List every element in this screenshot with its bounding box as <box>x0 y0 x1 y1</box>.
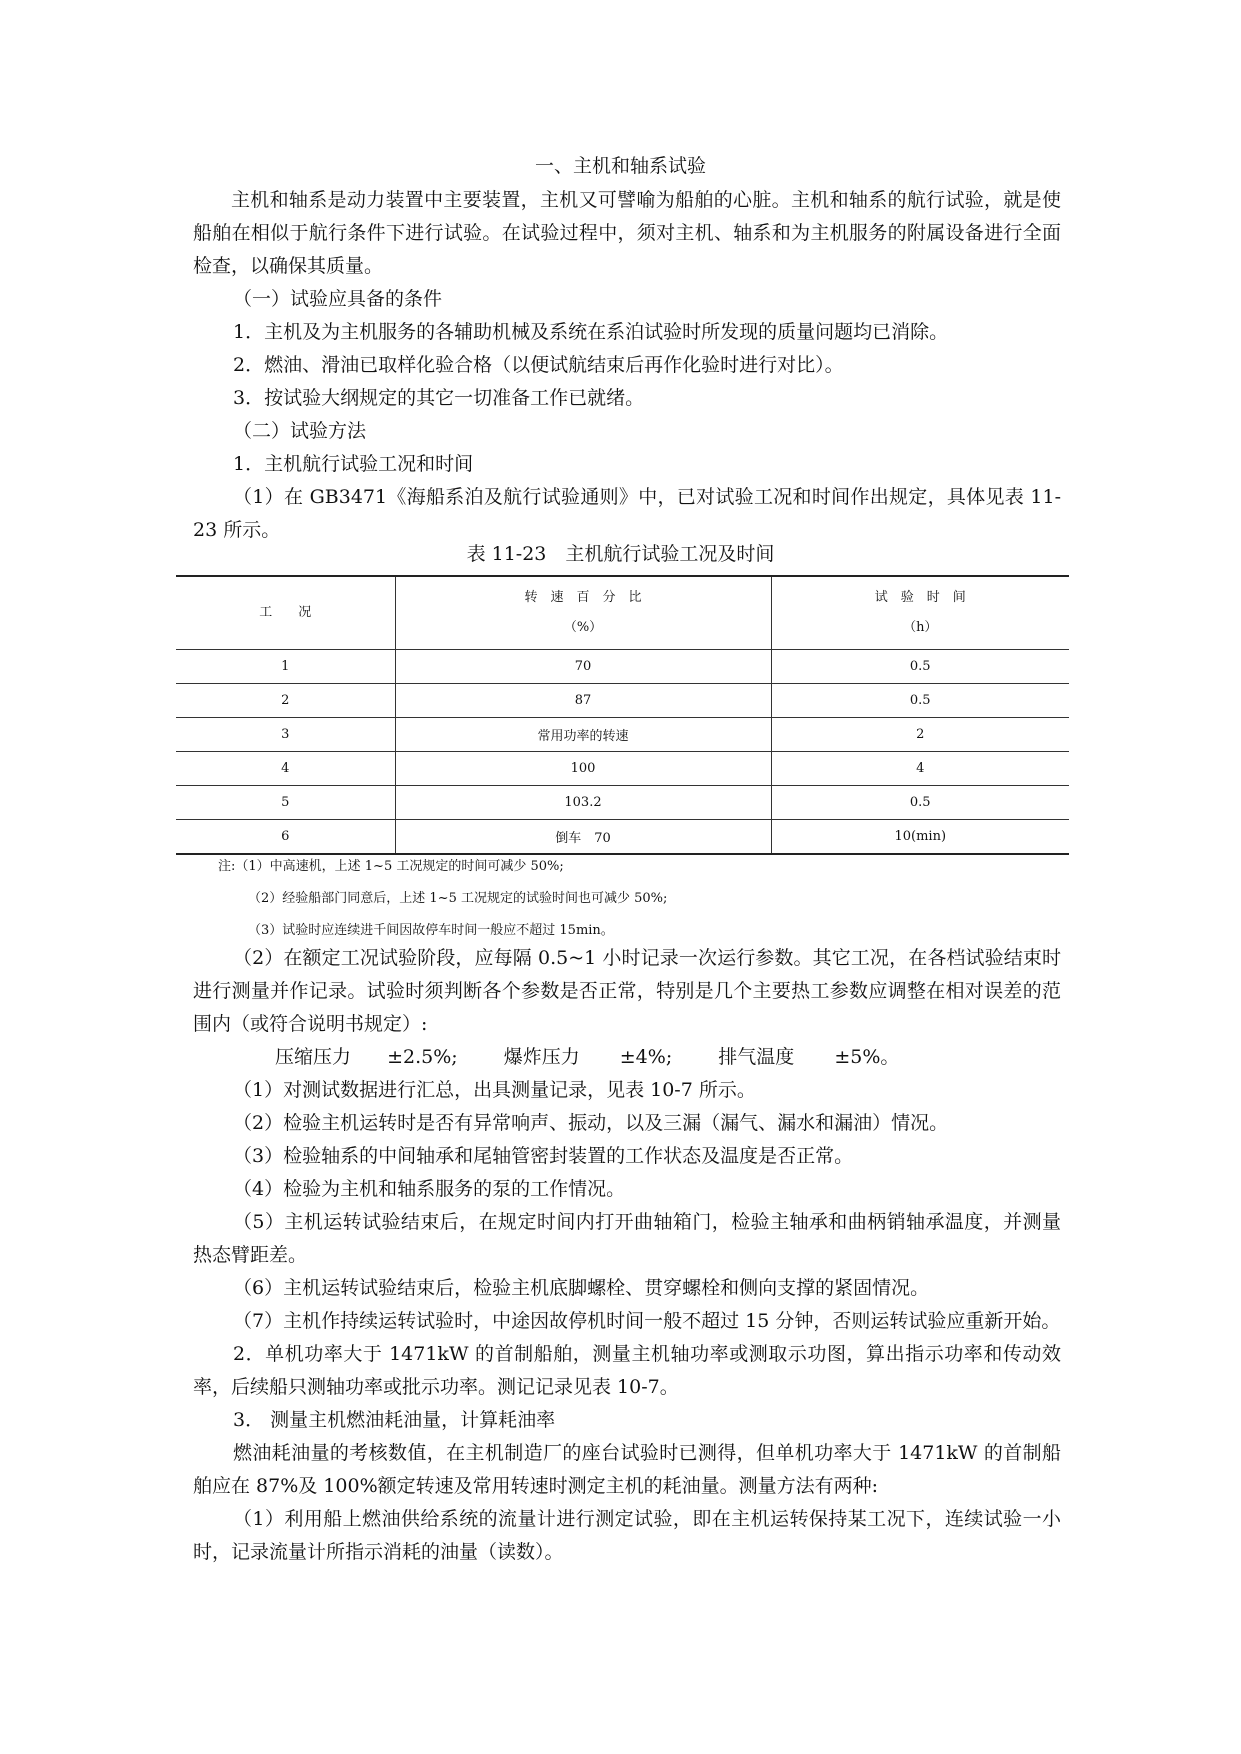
tolerance-value: ±2.5%; <box>387 1046 458 1068</box>
flowmeter-paragraph: （1）利用船上燃油供给系统的流量计进行测定试验，即在主机运转保持某工况下，连续试验一小时，记录流量计所指示消耗的油量（读数）。 <box>193 1508 1061 1563</box>
table-notes <box>218 851 1038 947</box>
header-time-unit: （h） <box>903 620 938 635</box>
trial-conditions-table <box>176 575 1069 855</box>
method-subheading: 1．主机航行试验工况和时间 <box>233 453 474 475</box>
cell-time: 4 <box>771 752 1069 786</box>
cell-condition: 6 <box>176 820 395 855</box>
cell-speed: 103.2 <box>395 786 771 820</box>
cell-condition: 3 <box>176 718 395 752</box>
cell-time: 2 <box>771 718 1069 752</box>
check-item: （3）检验轴系的中间轴承和尾轴管密封装置的工作状态及温度是否正常。 <box>233 1145 854 1167</box>
table-note: （2）经验船部门同意后，上述 1~5 工况规定的试验时间也可减少 50%; <box>248 891 668 906</box>
table-row <box>176 684 1069 718</box>
table-row <box>176 786 1069 820</box>
method-heading: （二）试验方法 <box>233 420 367 442</box>
conditions-heading: （一）试验应具备的条件 <box>233 288 443 310</box>
cell-speed: 倒车 70 <box>395 820 771 855</box>
cell-time: 0.5 <box>771 786 1069 820</box>
cell-time: 0.5 <box>771 684 1069 718</box>
tolerance-label: 排气温度 <box>718 1046 795 1068</box>
table-row <box>176 650 1069 684</box>
cell-condition: 5 <box>176 786 395 820</box>
cell-time: 0.5 <box>771 650 1069 684</box>
condition-item: 3．按试验大纲规定的其它一切准备工作已就绪。 <box>233 387 645 409</box>
fuel-subheading: 3． 测量主机燃油耗油量，计算耗油率 <box>233 1409 556 1431</box>
tolerance-label: 压缩压力 <box>275 1046 352 1068</box>
table-note: （3）试验时应连续进千间因故停车时间一般应不超过 15min。 <box>248 923 614 938</box>
table-caption: 表 11-23 主机航行试验工况及时间 <box>466 543 775 565</box>
cell-speed: 100 <box>395 752 771 786</box>
header-speed-label: 转 速 百 分 比 <box>524 590 642 605</box>
method-paragraph: （1）在 GB3471《海船系泊及航行试验通则》中，已对试验工况和时间作出规定，具体见表 11-23 所示。 <box>193 486 1061 541</box>
record-paragraph: （2）在额定工况试验阶段，应每隔 0.5~1 小时记录一次运行参数。其它工况，在各档试验结束时进行测量并作记录。试验时须判断各个参数是否正常，特别是几个主要热工参数应调整在相对误差的范围内（或符合说明书规定）: <box>193 947 1061 1035</box>
table-header-row <box>176 576 1069 650</box>
header-condition: 工 况 <box>176 576 395 650</box>
condition-item: 1．主机及为主机服务的各辅助机械及系统在系泊试验时所发现的质量问题均已消除。 <box>233 321 949 343</box>
tolerance-label: 爆炸压力 <box>503 1046 580 1068</box>
check-item: （2）检验主机运转时是否有异常响声、振动，以及三漏（漏气、漏水和漏油）情况。 <box>233 1112 949 1134</box>
table-row <box>176 752 1069 786</box>
table-note: 注:（1）中高速机，上述 1~5 工况规定的时间可减少 50%; <box>218 859 564 874</box>
cell-time: 10(min) <box>771 820 1069 855</box>
header-time-label: 试 验 时 间 <box>874 590 966 605</box>
table-row <box>176 718 1069 752</box>
cell-speed: 常用功率的转速 <box>395 718 771 752</box>
intro-paragraph: 主机和轴系是动力装置中主要装置，主机又可譬喻为船舶的心脏。主机和轴系的航行试验，就是使船舶在相似于航行条件下进行试验。在试验过程中，须对主机、轴系和为主机服务的附属设备进行全面检查，以确保其质量。 <box>193 189 1061 277</box>
lower-text <box>193 942 1061 1569</box>
section-title: 一、主机和轴系试验 <box>534 155 706 177</box>
check-item: （6）主机运转试验结束后，检验主机底脚螺栓、贯穿螺栓和侧向支撑的紧固情况。 <box>233 1277 930 1299</box>
condition-item: 2．燃油、滑油已取样化验合格（以便试航结束后再作化验时进行对比）。 <box>233 354 844 376</box>
cell-condition: 1 <box>176 650 395 684</box>
cell-speed: 87 <box>395 684 771 718</box>
cell-condition: 2 <box>176 684 395 718</box>
check-item: （7）主机作持续运转试验时，中途因故停机时间一般不超过 15 分钟，否则运转试验应重新开始。 <box>233 1310 1061 1332</box>
fuel-paragraph: 燃油耗油量的考核数值，在主机制造厂的座台试验时已测得，但单机功率大于 1471kW 的首制船舶应在 87%及 100%额定转速及常用转速时测定主机的耗油量。测量方法有两种: <box>193 1442 1061 1497</box>
cell-condition: 4 <box>176 752 395 786</box>
power-paragraph: 2．单机功率大于 1471kW 的首制船舶，测量主机轴功率或测取示功图，算出指示功率和传动效率，后续船只测轴功率或批示功率。测记记录见表 10-7。 <box>193 1343 1061 1398</box>
tolerance-value: ±5%。 <box>834 1046 900 1068</box>
header-speed <box>395 576 771 650</box>
check-item: （1）对测试数据进行汇总，出具测量记录，见表 10-7 所示。 <box>233 1079 756 1101</box>
upper-text <box>193 184 1061 547</box>
table-row <box>176 820 1069 855</box>
check-item: （4）检验为主机和轴系服务的泵的工作情况。 <box>233 1178 626 1200</box>
header-time <box>771 576 1069 650</box>
tolerance-value: ±4%; <box>619 1046 673 1068</box>
cell-speed: 70 <box>395 650 771 684</box>
check-item: （5）主机运转试验结束后，在规定时间内打开曲轴箱门，检验主轴承和曲柄销轴承温度，并测量热态臂距差。 <box>193 1211 1061 1266</box>
header-speed-unit: （%） <box>563 620 603 635</box>
tolerance-line <box>193 1041 1061 1074</box>
